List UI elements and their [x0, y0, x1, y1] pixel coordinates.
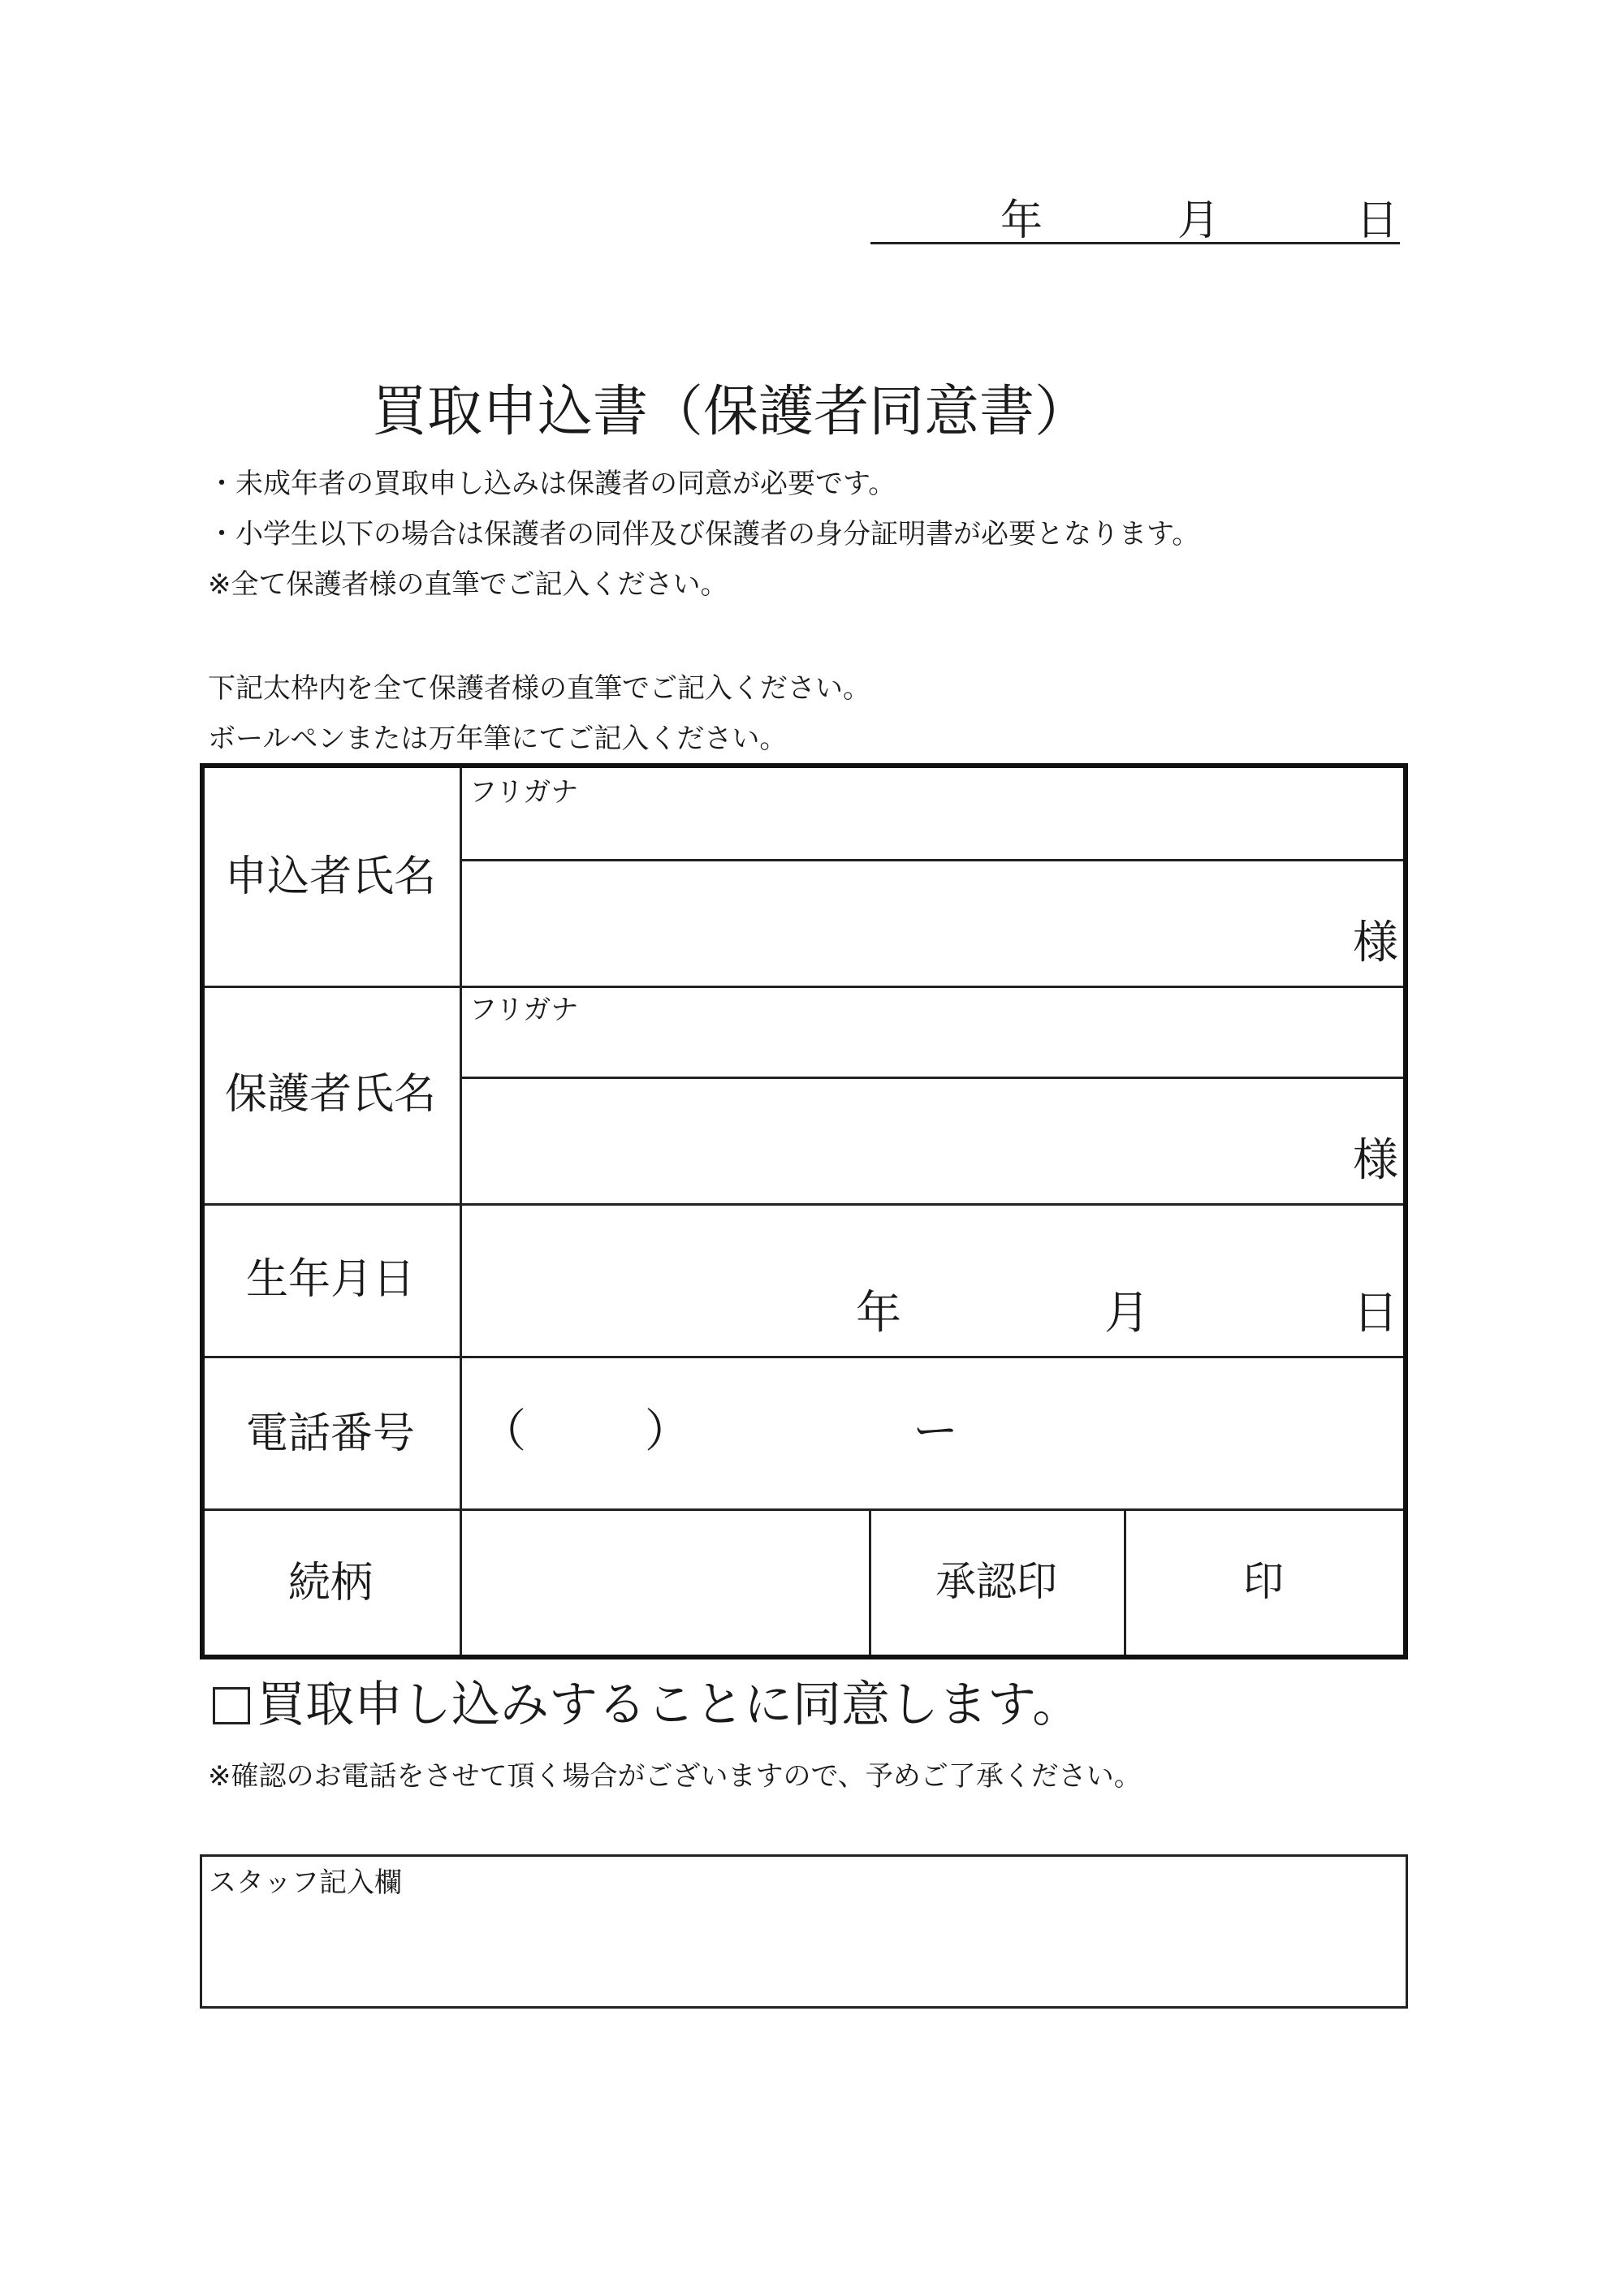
guardian-name-field[interactable] [464, 1081, 1346, 1202]
applicant-name-label: 申込者氏名 [224, 852, 436, 901]
phone-close-paren: ） [645, 1405, 690, 1458]
relationship-field[interactable] [464, 1513, 866, 1651]
approval-stamp-label: 承認印 [935, 1558, 1057, 1605]
applicant-furigana-field[interactable] [464, 810, 1403, 857]
applicant-honorific: 様 [1353, 917, 1398, 969]
page-title: 買取申込書（保護者同意書） [371, 380, 1090, 444]
date-line[interactable] [870, 196, 1400, 245]
note-line: ・小学生以下の場合は保護者の同伴及び保護者の身分証明書が必要となります。 [208, 518, 1200, 550]
applicant-furigana-label: フリガナ [469, 776, 579, 809]
consent-row[interactable] [213, 1676, 1081, 1734]
applicant-name-field[interactable] [464, 864, 1346, 984]
date-month-label: 月 [1177, 196, 1220, 245]
guardian-furigana-field[interactable] [464, 1028, 1403, 1075]
row-divider [205, 1508, 1403, 1511]
guardian-honorific: 様 [1353, 1134, 1398, 1187]
phone-open-paren: （ [481, 1405, 526, 1458]
staff-box-label: スタッフ記入欄 [209, 1867, 402, 1899]
phone-label: 電話番号 [245, 1409, 415, 1458]
instruction-line: 下記太枠内を全て保護者様の直筆でご記入ください。 [208, 672, 870, 705]
guardian-name-label: 保護者氏名 [224, 1070, 436, 1119]
confirmation-note: ※確認のお電話をさせて頂く場合がございますので、予めご了承ください。 [208, 1760, 1142, 1793]
seal-box[interactable]: 印 [1243, 1558, 1284, 1605]
staff-box[interactable] [200, 1854, 1408, 2009]
row-divider [205, 1356, 1403, 1358]
birthdate-month-label: 月 [1104, 1287, 1150, 1340]
consent-checkbox[interactable] [213, 1687, 250, 1724]
birthdate-label: 生年月日 [245, 1255, 415, 1304]
label-column-divider [460, 768, 462, 1655]
phone-dash: ー [913, 1405, 958, 1458]
birthdate-year-label: 年 [856, 1287, 901, 1340]
instruction-line: ボールペンまたは万年筆にてご記入ください。 [208, 723, 788, 755]
relationship-label: 続柄 [287, 1559, 373, 1608]
date-year-label: 年 [1000, 196, 1043, 245]
guardian-furigana-label: フリガナ [469, 994, 579, 1026]
note-line: ※全て保護者様の直筆でご記入ください。 [208, 568, 728, 601]
consent-text: 買取申し込みすることに同意します。 [257, 1677, 1082, 1733]
row-divider [205, 1203, 1403, 1206]
furigana-divider [460, 1077, 1403, 1079]
birthdate-field[interactable] [464, 1208, 1403, 1354]
row-divider [205, 986, 1403, 988]
furigana-divider [460, 859, 1403, 861]
note-line: ・未成年者の買取申し込みは保護者の同意が必要です。 [208, 468, 896, 500]
application-form [200, 763, 1408, 1659]
birthdate-day-label: 日 [1353, 1287, 1398, 1340]
date-day-label: 日 [1356, 196, 1399, 245]
